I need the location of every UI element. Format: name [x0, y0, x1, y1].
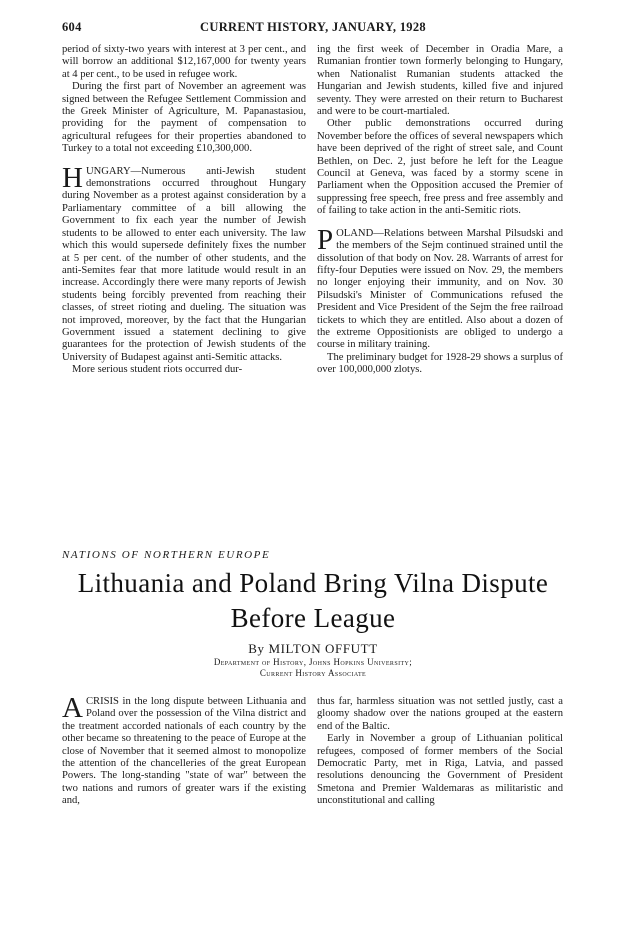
upper-right-column — [317, 44, 563, 414]
article-drop-cap: A — [62, 696, 83, 724]
hungary-section-paragraph — [62, 161, 306, 365]
lower-left-column — [62, 696, 306, 896]
article-refugees-paragraph: Early in November a group of Lithuanian political refugees, composed of former members of the Social Democratic Party, met in Riga, Latvia, and passed resolutions denouncing the Government of President Smetona and Premier Waldemaras as militaristic and unconstitutional and calling — [317, 733, 563, 807]
hungary-riots-continued: More serious student riots occurred dur- — [72, 364, 243, 376]
running-header — [62, 20, 564, 38]
hungary-drop-cap: H — [62, 161, 83, 194]
affiliation-line-1: Department of History, Johns Hopkins University; — [213, 657, 413, 667]
oradia-riots-paragraph: ing the first week of December in Oradia Mare, a Rumanian frontier town formerly belonging to Hungary, when Nationalist Rumanian students attacked the Hungarian and Jewish students, killed five and injured seventy. They were arrested on their return to Bucharest and were to be court-martialed. — [317, 44, 563, 118]
poland-section-text: OLAND—Relations between Marshal Pilsudski and the members of the Sejm continued strained until the dissolution of that body on Nov. 28. Warrants of arrest for fifty-four Deputies were issued on Nov. 29, the members no longer enjoying their immunity, and on Nov. 30 Pilsudski's Minister of Communications refused the President and Vice President of the Sejm the free railroad tickets to which they are entitled. Also about a dozen of the extreme Oppositionists are obliged to undergo a course in military training. — [317, 227, 563, 351]
page-number: 604 — [62, 20, 82, 34]
headline-line-2: Before League — [230, 603, 396, 633]
poland-section-paragraph — [317, 223, 563, 352]
article-paragraph-continued: thus far, harmless situation was not settled justly, cast a gloomy shadow over the nations grouped at the eastern end of the Baltic. — [317, 696, 563, 732]
article-opening-paragraph — [62, 696, 306, 808]
byline-prefix: By — [248, 641, 265, 656]
poland-drop-cap: P — [317, 223, 334, 256]
poland-budget-paragraph: The preliminary budget for 1928-29 shows a surplus of over 100,000,000 zlotys. — [317, 351, 563, 376]
author-name: MILTON OFFUTT — [268, 641, 378, 656]
article-headline — [62, 566, 564, 636]
byline — [62, 641, 564, 657]
greece-refugee-paragraph-1: period of sixty-two years with interest at 3 per cent., and will borrow an additional $12,167,000 for twenty years at 4 per cent., to be used in refugee work. — [62, 44, 306, 80]
headline-line-1: Lithuania and Poland Bring Vilna Dispute — [77, 568, 549, 598]
greece-refugee-paragraph-2: During the first part of November an agreement was signed between the Refugee Settlement Commission and the Greek Minister of Agriculture, M. Papanastasiou, providing for the payment of compensation to agricultural refugees for their properties abandoned to Turkey to a total not exceeding £10,300,000. — [62, 81, 306, 155]
running-title: CURRENT HISTORY, JANUARY, 1928 — [200, 20, 426, 34]
hungary-section-text: UNGARY—Numerous anti-Jewish student demonstrations occurred throughout Hungary during November as a protest against consideration by a Parliamentary committee of a bill allowing the Government to fix each year the number of Jewish students to be allowed to enter each university. The law which this would supersede definitely fixes the number at 5 per cent. of the number of other students, and the anti-Semites fear that more latitude would result in an increase. Accordingly there were many reports of Jewish students being forcibly prevented from reaching their classes, of street rioting and dueling. The situation was not improved, moreover, by the fact that the Hungarian Government issued a statement declining to give guarantees for the protection of Jewish students of the University of Budapest against anti-Semitic attacks. — [62, 165, 306, 363]
article-opening-text: CRISIS in the long dispute between Lithuania and Poland over the possession of the Vilna district and the treatment accorded nationals of each country by the other became so threatening to the peace of Europe at the close of November that it seemed almost to monopolize the attention of the chancelleries of the great European Powers. The long-standing "state of war" between the two nations and rumors of greater wars if the existing and, — [62, 696, 306, 807]
lower-right-column — [317, 696, 563, 896]
section-label: NATIONS OF NORTHERN EUROPE — [62, 549, 271, 561]
author-affiliation — [62, 657, 564, 679]
upper-left-column — [62, 44, 306, 444]
affiliation-line-2: Current History Associate — [259, 668, 367, 678]
demonstrations-paragraph: Other public demonstrations occurred during November before the offices of several newspapers which have been deprived of the right of street sale, and Count Bethlen, on Dec. 2, just before he left for the League Council at Geneva, was faced by a stormy scene in Parliament when the Opposition accused the Premier of suppressing free speech, free press and free assembly and of failing to take action in the anti-Semitic riots. — [317, 118, 563, 217]
